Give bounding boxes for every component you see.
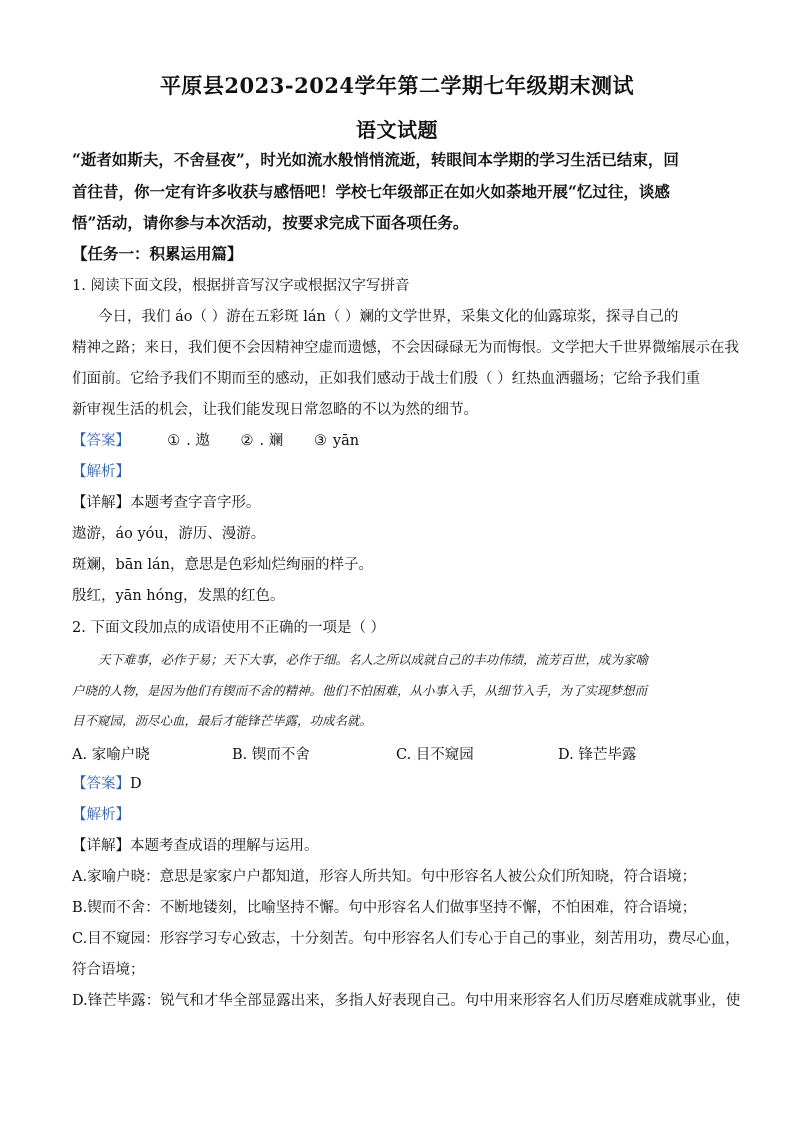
exam-subtitle: 语文试题 bbox=[356, 118, 438, 142]
answer-text: . 斓 bbox=[259, 433, 284, 449]
answer-text: yān bbox=[332, 433, 360, 449]
q2-detail-line: D.锋芒毕露：锐气和才华全部显露出来，多指人好表现自己。句中用来形容名人们历尽磨难成就事业，使 bbox=[72, 993, 741, 1009]
option-a: A. 家喻户晓 bbox=[72, 747, 150, 763]
q1-detail-line: 斑斓，bān lán，意思是色彩灿烂绚丽的样子。 bbox=[72, 557, 373, 573]
q2-detail-line: 【详解】本题考查成语的理解与运用。 bbox=[72, 838, 319, 854]
answer-item bbox=[167, 433, 210, 449]
answer-number: ① bbox=[167, 433, 181, 449]
q2-detail-line: C.目不窥园：形容学习专心致志，十分刻苦。句中形容名人们专心于自己的事业，刻苦用功，费尽心血， bbox=[72, 931, 740, 947]
q2-passage-line: 目不窥园，沥尽心血，最后才能锋芒毕露，功成名就。 bbox=[72, 713, 373, 728]
q2-detail-line: A.家喻户晓：意思是家家户户都知道，形容人所共知。句中形容名人被公众们所知晓，符合语境； bbox=[72, 869, 697, 885]
answer-item bbox=[314, 433, 359, 449]
q1-passage-line: 新审视生活的机会，让我们能发现日常忽略的不以为然的细节。 bbox=[72, 402, 478, 418]
exam-title: 平原县2023-2024学年第二学期七年级期末测试 bbox=[159, 73, 635, 98]
q1-detail-line: 【详解】本题考查字音字形。 bbox=[72, 495, 261, 511]
q2-passage-line: 户晓的人物，是因为他们有锲而不舍的精神。他们不怕困难，从小事入手，从细节入手，为了实现梦想而 bbox=[72, 683, 648, 698]
answer-label: 【答案】 bbox=[72, 776, 130, 792]
option-b: B. 锲而不舍 bbox=[232, 747, 310, 763]
analysis-label: 【解析】 bbox=[72, 464, 130, 480]
answer-item bbox=[241, 433, 284, 449]
option-d: D. 锋芒毕露 bbox=[558, 747, 637, 763]
intro-line: 首往昔，你一定有许多收获与感悟吧！学校七年级部正在如火如荼地开展“忆过往，谈感 bbox=[72, 182, 670, 201]
answer-value: D bbox=[130, 776, 142, 792]
q2-detail-line: B.锲而不舍：不断地镂刻，比喻坚持不懈。句中形容名人们做事坚持不懈，不怕困难，符合语境； bbox=[72, 900, 697, 916]
q1-detail-line: 遨游，áo yóu，游历、漫游。 bbox=[72, 526, 266, 542]
answer-number: ② bbox=[240, 433, 254, 449]
q1-answer-row bbox=[72, 431, 732, 451]
q1-passage-line: 们面前。它给予我们不期而至的感动，正如我们感动于战士们殷（ ）红热血洒疆场；它给予我们重 bbox=[72, 371, 701, 387]
intro-line: 悟”活动，请你参与本次活动，按要求完成下面各项任务。 bbox=[72, 213, 469, 232]
q1-passage-line: 精神之路；来日，我们便不会因精神空虚而遗憾，不会因碌碌无为而悔恨。文学把大千世界微缩展示在我 bbox=[72, 340, 739, 356]
task1-heading: 【任务一：积累运用篇】 bbox=[72, 244, 243, 263]
option-c: C. 目不窥园 bbox=[396, 747, 474, 763]
intro-line: “逝者如斯夫，不舍昼夜”，时光如流水般悄悄流逝，转眼间本学期的学习生活已结束，回 bbox=[72, 150, 679, 169]
q1-detail-line: 殷红，yān hóng，发黑的红色。 bbox=[72, 588, 285, 604]
q1-stem: 1. 阅读下面文段，根据拼音写汉字或根据汉字写拼音 bbox=[72, 278, 410, 294]
answer-label: 【答案】 bbox=[72, 433, 130, 449]
q2-detail-line: 符合语境； bbox=[72, 962, 145, 978]
analysis-label: 【解析】 bbox=[72, 807, 130, 823]
answer-text: . 遨 bbox=[186, 433, 210, 449]
q1-passage-line: 今日，我们 áo（ ）游在五彩斑 lán（ ）斓的文学世界，采集文化的仙露琼浆，探寻自己的 bbox=[98, 309, 679, 325]
answer-number: ③ bbox=[313, 433, 327, 449]
q2-passage-line: 天下难事，必作于易；天下大事，必作于细。名人之所以成就自己的丰功伟绩，流芳百世，成为家喻 bbox=[98, 652, 649, 667]
q2-answer-row bbox=[72, 774, 732, 794]
q2-stem: 2. 下面文段加点的成语使用不正确的一项是（ ） bbox=[72, 620, 386, 636]
